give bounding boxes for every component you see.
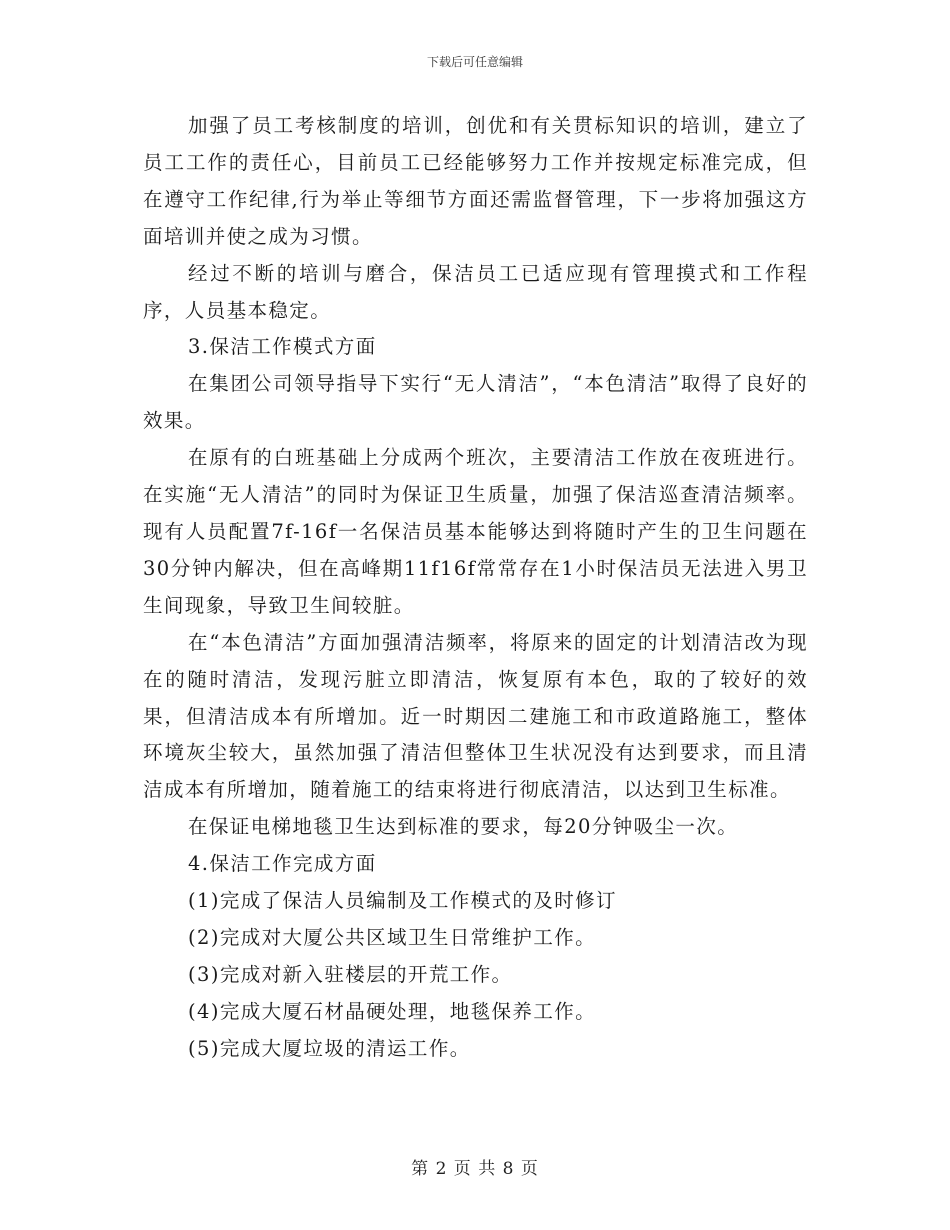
paragraph-elevator-carpet: 在保证电梯地毯卫生达到标准的要求，每20分钟吸尘一次。 <box>188 815 739 839</box>
list-item: (1)完成了保洁人员编制及工作模式的及时修订 <box>188 889 617 913</box>
paragraph-unmanned-cleaning: 在集团公司领导指导下实行“无人清洁”，“本色清洁”取得了良好的效果。 <box>143 372 808 433</box>
page-body <box>143 108 808 1068</box>
paragraph-original-color: 在“本色清洁”方面加强清洁频率，将原来的固定的计划清洁改为现在的随时清洁，发现污脏立即清洁，恢复原有本色，取的了较好的效果，但清洁成本有所增加。近一时期因二建施工和市政道路施工，整体环境灰尘较大，虽然加强了清洁但整体卫生状况没有达到要求，而且清洁成本有所增加，随着施工的结束将进行彻底清洁，以达到卫生标准。 <box>143 630 808 802</box>
list-item: (3)完成对新入驻楼层的开荒工作。 <box>188 962 513 986</box>
paragraph-shifts: 在原有的白班基础上分成两个班次，主要清洁工作放在夜班进行。在实施“无人清洁”的同时为保证卫生质量，加强了保洁巡查清洁频率。现有人员配置7f-16f一名保洁员基本能够达到将随时产生的卫生问题在30分钟内解决，但在高峰期11f16f常常存在1小时保洁员无法进入男卫生间现象，导致卫生间较脏。 <box>143 446 808 617</box>
section-heading-mode: 3.保洁工作模式方面 <box>188 335 377 359</box>
page-number-footer: 第 2 页 共 8 页 <box>411 1159 539 1179</box>
list-item: (5)完成大厦垃圾的清运工作。 <box>188 1036 471 1060</box>
section-heading-completion: 4.保洁工作完成方面 <box>188 852 377 876</box>
list-item: (2)完成对大厦公共区域卫生日常维护工作。 <box>188 925 597 949</box>
list-item: (4)完成大厦石材晶硬处理，地毯保养工作。 <box>188 999 597 1023</box>
page-header: 下载后可任意编辑 <box>426 55 523 69</box>
paragraph-training: 加强了员工考核制度的培训，创优和有关贯标知识的培训，建立了员工工作的责任心，目前员工已经能够努力工作并按规定标准完成，但在遵守工作纪律,行为举止等细节方面还需监督管理，下一步将加强这方面培训并使之成为习惯。 <box>143 114 808 248</box>
paragraph-stability: 经过不断的培训与磨合，保洁员工已适应现有管理摸式和工作程序，人员基本稳定。 <box>143 261 808 322</box>
